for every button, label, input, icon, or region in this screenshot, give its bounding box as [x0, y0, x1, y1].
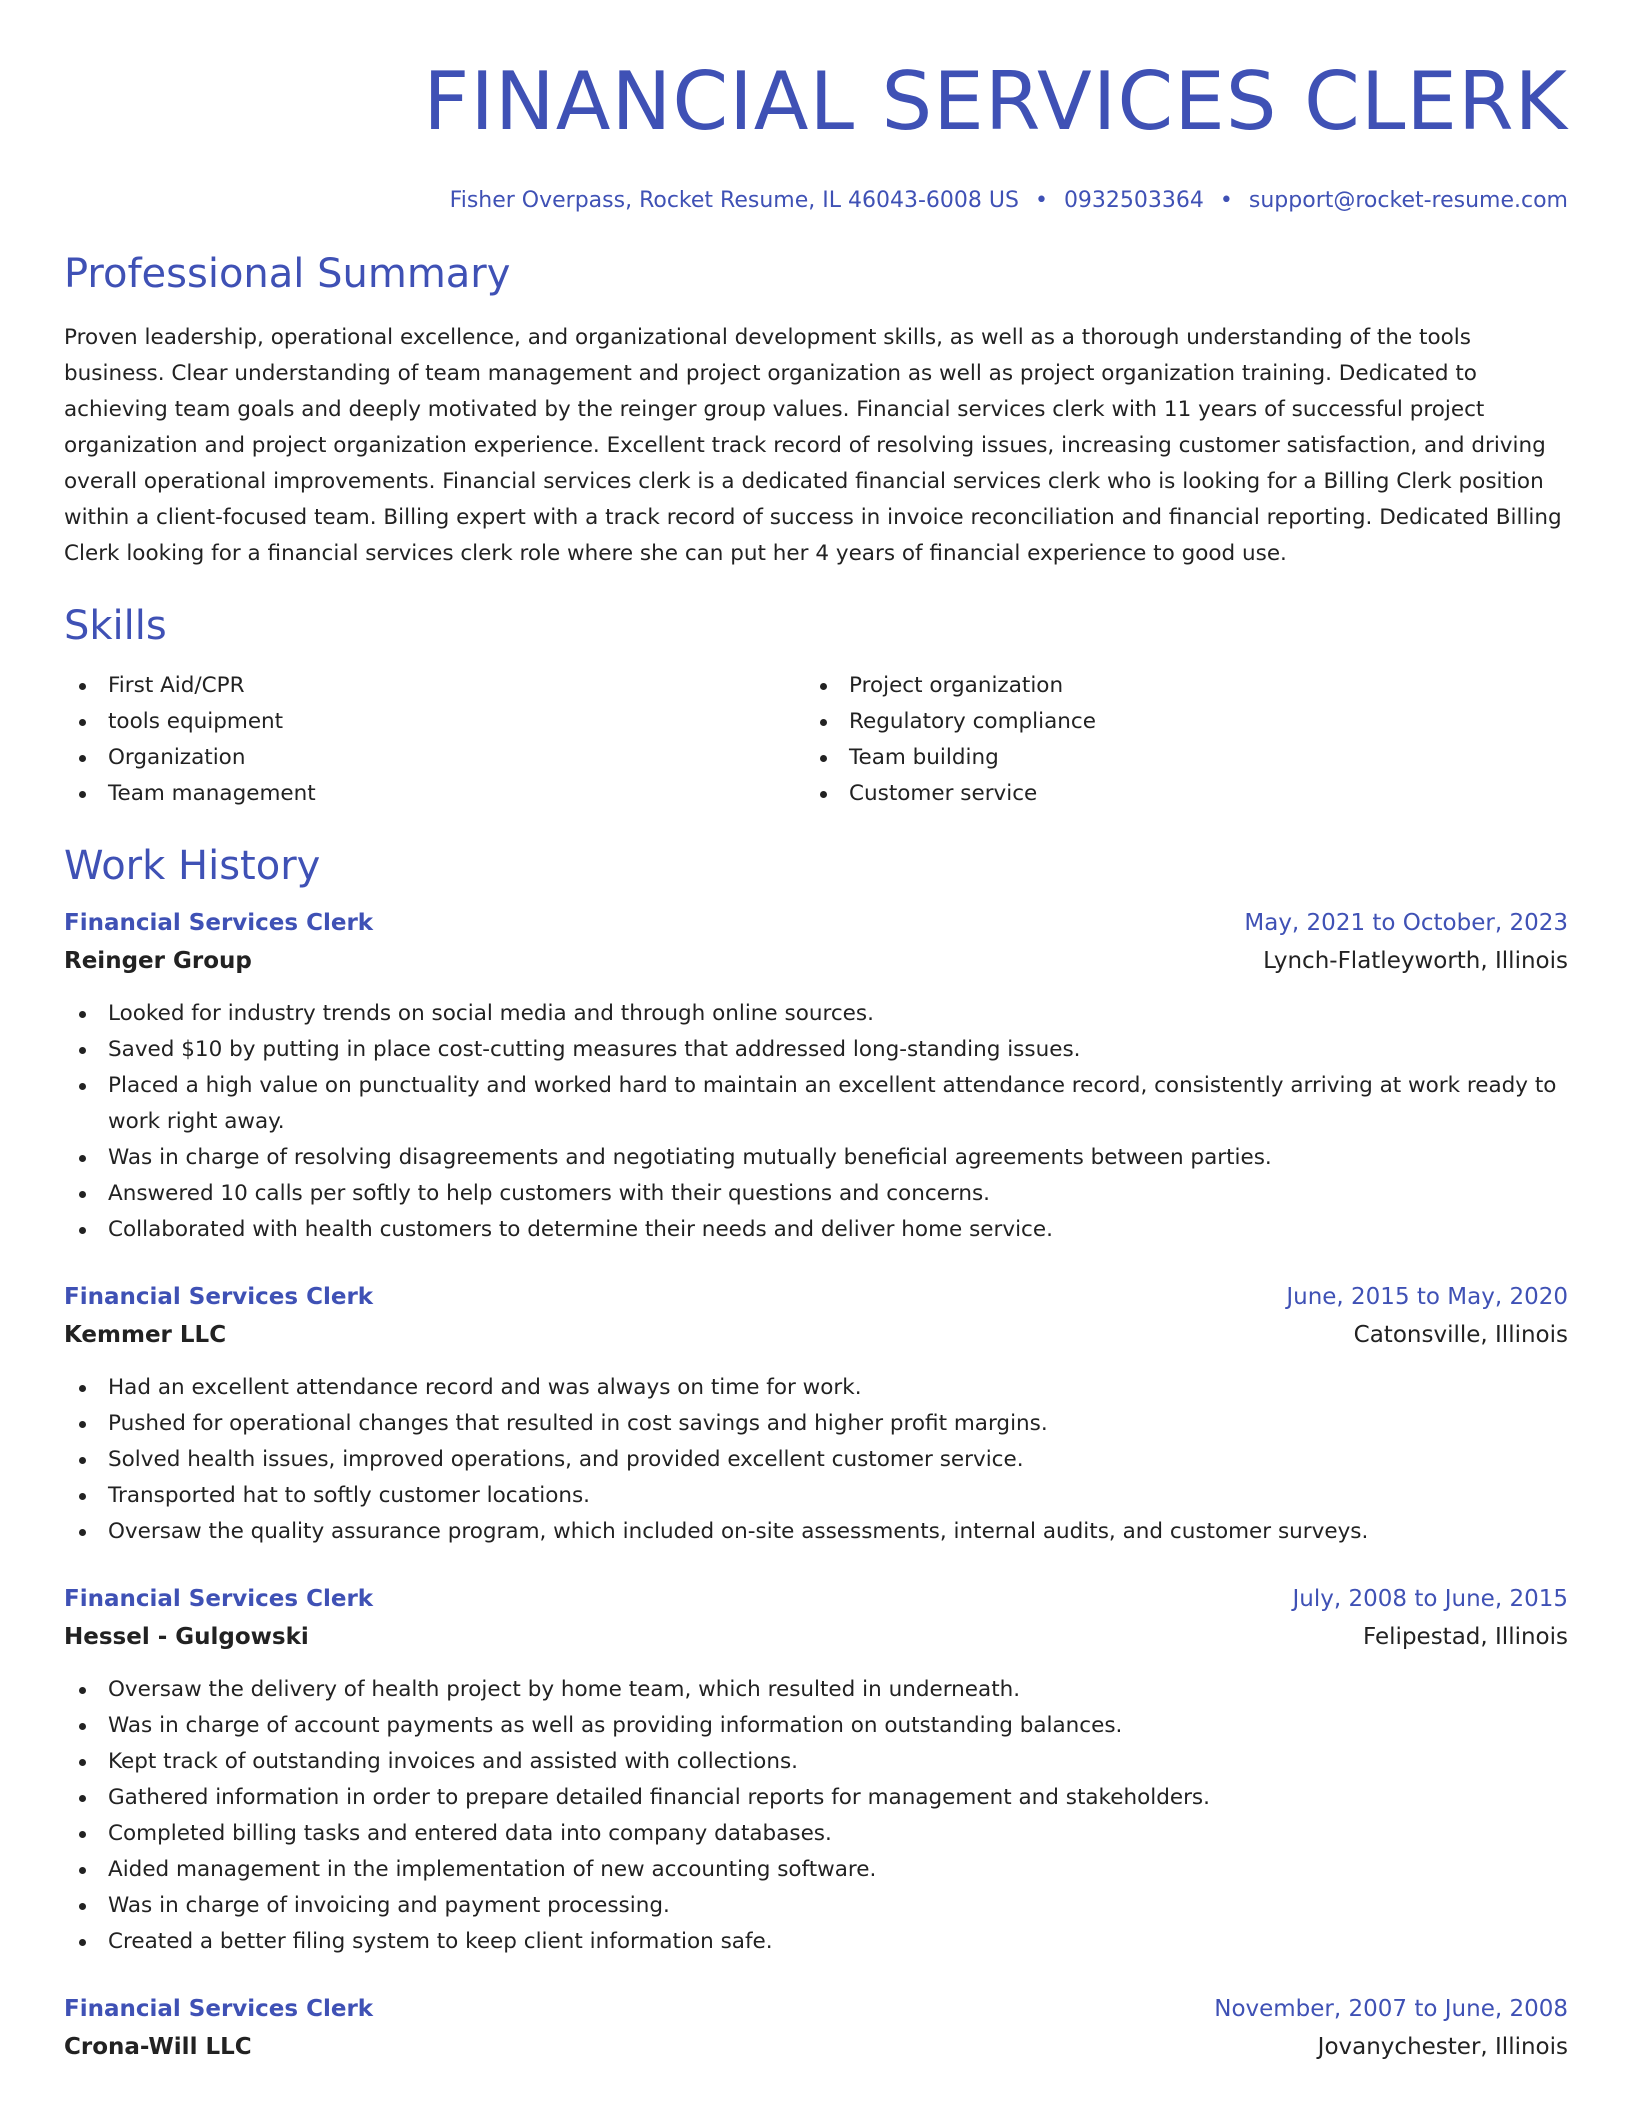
bullet-icon: [79, 1457, 86, 1464]
job-bullet: [64, 996, 1568, 1032]
job-bullet: [64, 1442, 1568, 1478]
job-bullet: [64, 1478, 1568, 1514]
skills-list-left: [64, 668, 805, 812]
job-title: Financial Services Clerk: [64, 1996, 374, 2022]
job-company: Reinger Group: [64, 948, 252, 974]
job-company-row: [64, 1316, 1568, 1354]
job-title: Financial Services Clerk: [64, 1586, 374, 1612]
job-bullet: [64, 1852, 1568, 1888]
job-bullet: [64, 1708, 1568, 1744]
bullet-icon: [79, 1795, 86, 1802]
job-bullet: [64, 1924, 1568, 1960]
bullet-icon: [79, 1083, 86, 1090]
skill-label: First Aid/CPR: [108, 673, 245, 698]
skill-item: [64, 776, 805, 812]
job-bullet-text: Kept track of outstanding invoices and assisted with collections.: [108, 1749, 798, 1774]
skill-item: [64, 668, 805, 704]
work-history-heading: Work History: [64, 843, 321, 889]
bullet-icon: [820, 719, 827, 726]
skill-label: Customer service: [849, 781, 1038, 806]
skill-label: Organization: [108, 745, 246, 770]
bullet-icon: [820, 755, 827, 762]
bullet-icon: [79, 1047, 86, 1054]
job-dates: November, 2007 to June, 2008: [1214, 1996, 1568, 2022]
resume-title: FINANCIAL SERVICES CLERK: [423, 55, 1568, 148]
bullet-icon: [79, 1227, 86, 1234]
summary-heading: Professional Summary: [64, 251, 511, 297]
job-bullet-text: Saved $10 by putting in place cost-cutting measures that addressed long-standing issues.: [108, 1037, 1081, 1062]
bullet-icon: [820, 791, 827, 798]
job-bullet-text: Was in charge of account payments as well as providing information on outstanding balances.: [108, 1713, 1123, 1738]
job-bullet: [64, 1672, 1568, 1708]
job-dates: July, 2008 to June, 2015: [1292, 1586, 1568, 1612]
job-bullet-list: [64, 1672, 1568, 1960]
job-bullet: [64, 1212, 1568, 1248]
job-bullet-text: Was in charge of resolving disagreements and negotiating mutually beneficial agreements between parties.: [108, 1145, 1272, 1170]
skill-label: tools equipment: [108, 709, 284, 734]
job-bullet-list: [64, 996, 1568, 1248]
job-bullet-text: Pushed for operational changes that resulted in cost savings and higher profit margins.: [108, 1411, 1048, 1436]
job-location: Felipestad, Illinois: [1363, 1624, 1568, 1650]
job-company-row: [64, 942, 1568, 980]
job-entry: [64, 1278, 1568, 1550]
skill-item: [64, 704, 805, 740]
bullet-icon: [79, 1867, 86, 1874]
job-location: Jovanychester, Illinois: [1317, 2034, 1568, 2060]
bullet-icon: [79, 1939, 86, 1946]
skill-label: Team building: [849, 745, 999, 770]
skills-list-right: [805, 668, 1546, 812]
job-entry: [64, 904, 1568, 1248]
job-company: Kemmer LLC: [64, 1322, 227, 1348]
bullet-icon: [79, 1011, 86, 1018]
job-bullet-text: Gathered information in order to prepare detailed financial reports for management and stakeholders.: [108, 1785, 1210, 1810]
job-bullet-text: Had an excellent attendance record and was always on time for work.: [108, 1375, 862, 1400]
job-bullet-text: Looked for industry trends on social media and through online sources.: [108, 1001, 874, 1026]
bullet-icon: [820, 683, 827, 690]
job-bullet-text: Aided management in the implementation of new accounting software.: [108, 1857, 877, 1882]
bullet-icon: [79, 1759, 86, 1766]
contact-email[interactable]: support@rocket-resume.com: [1248, 188, 1568, 213]
job-company: Crona-Will LLC: [64, 2034, 252, 2060]
skills-grid: [64, 668, 1568, 812]
contact-separator: •: [1219, 188, 1233, 213]
bullet-icon: [79, 1687, 86, 1694]
skill-label: Regulatory compliance: [849, 709, 1096, 734]
skill-label: Team management: [108, 781, 316, 806]
job-bullet: [64, 1370, 1568, 1406]
bullet-icon: [79, 1831, 86, 1838]
bullet-icon: [79, 755, 86, 762]
job-header-row: [64, 1990, 1568, 2028]
job-bullet: [64, 1780, 1568, 1816]
bullet-icon: [79, 1421, 86, 1428]
job-bullet-text: Transported hat to softly customer locations.: [108, 1483, 591, 1508]
job-location: Catonsville, Illinois: [1353, 1322, 1568, 1348]
job-dates: May, 2021 to October, 2023: [1244, 910, 1568, 936]
job-company-row: [64, 1618, 1568, 1656]
job-bullet-list: [64, 1370, 1568, 1550]
job-bullet: [64, 1744, 1568, 1780]
skill-item: [805, 740, 1546, 776]
job-bullet: [64, 1032, 1568, 1068]
bullet-icon: [79, 1529, 86, 1536]
job-bullet-text: Collaborated with health customers to determine their needs and deliver home service.: [108, 1217, 1053, 1242]
job-bullet-text: Was in charge of invoicing and payment processing.: [108, 1893, 670, 1918]
job-dates: June, 2015 to May, 2020: [1286, 1284, 1568, 1310]
job-entry: [64, 1580, 1568, 1960]
job-bullet-text: Solved health issues, improved operations, and provided excellent customer service.: [108, 1447, 1024, 1472]
bullet-icon: [79, 683, 86, 690]
job-bullet: [64, 1406, 1568, 1442]
job-bullet-text: Oversaw the quality assurance program, which included on-site assessments, internal audits, and customer surveys.: [108, 1519, 1369, 1544]
job-bullet-text: Placed a high value on punctuality and worked hard to maintain an excellent attendance record, consistently arriving at work ready to work right away.: [108, 1073, 1557, 1134]
bullet-icon: [79, 1155, 86, 1162]
contact-phone: 0932503364: [1063, 188, 1204, 213]
job-bullet: [64, 1888, 1568, 1924]
skill-item: [805, 776, 1546, 812]
contact-address: Fisher Overpass, Rocket Resume, IL 46043-6008 US: [449, 188, 1019, 213]
job-title: Financial Services Clerk: [64, 910, 374, 936]
job-company: Hessel - Gulgowski: [64, 1624, 309, 1650]
job-bullet: [64, 1176, 1568, 1212]
job-header-row: [64, 1580, 1568, 1618]
bullet-icon: [79, 1191, 86, 1198]
bullet-icon: [79, 1385, 86, 1392]
job-bullet: [64, 1068, 1568, 1140]
bullet-icon: [79, 791, 86, 798]
skill-item: [805, 668, 1546, 704]
bullet-icon: [79, 1723, 86, 1730]
contact-line: [64, 186, 1568, 216]
contact-separator: •: [1034, 188, 1048, 213]
job-header-row: [64, 904, 1568, 942]
skill-item: [64, 740, 805, 776]
job-bullet-text: Oversaw the delivery of health project by home team, which resulted in underneath.: [108, 1677, 1021, 1702]
summary-text: Proven leadership, operational excellence, and organizational development skills, as well as a thorough understanding of the tools business. Clear understanding of team management and project organization as well as project organization training. Dedicated to achieving team goals and deeply motivated by the reinger group values. Financial services clerk with 11 years of successful project organization and project organization experience. Excellent track record of resolving issues, increasing customer satisfaction, and driving overall operational improvements. Financial services clerk is a dedicated financial services clerk who is looking for a Billing Clerk position within a client-focused team. Billing expert with a track record of success in invoice reconciliation and financial reporting. Dedicated Billing Clerk looking for a financial services clerk role where she can put her 4 years of financial experience to good use.: [64, 325, 1562, 566]
job-bullet: [64, 1140, 1568, 1176]
bullet-icon: [79, 1493, 86, 1500]
job-bullet-text: Created a better filing system to keep client information safe.: [108, 1929, 773, 1954]
job-entry: [64, 1990, 1568, 2066]
skill-item: [805, 704, 1546, 740]
job-bullet-text: Completed billing tasks and entered data into company databases.: [108, 1821, 832, 1846]
job-bullet: [64, 1514, 1568, 1550]
job-header-row: [64, 1278, 1568, 1316]
bullet-icon: [79, 719, 86, 726]
job-company-row: [64, 2028, 1568, 2066]
skill-label: Project organization: [849, 673, 1064, 698]
skills-heading: Skills: [64, 603, 167, 649]
bullet-icon: [79, 1903, 86, 1910]
job-title: Financial Services Clerk: [64, 1284, 374, 1310]
job-bullet: [64, 1816, 1568, 1852]
job-bullet-text: Answered 10 calls per softly to help customers with their questions and concerns.: [108, 1181, 991, 1206]
job-location: Lynch-Flatleyworth, Illinois: [1263, 948, 1568, 974]
